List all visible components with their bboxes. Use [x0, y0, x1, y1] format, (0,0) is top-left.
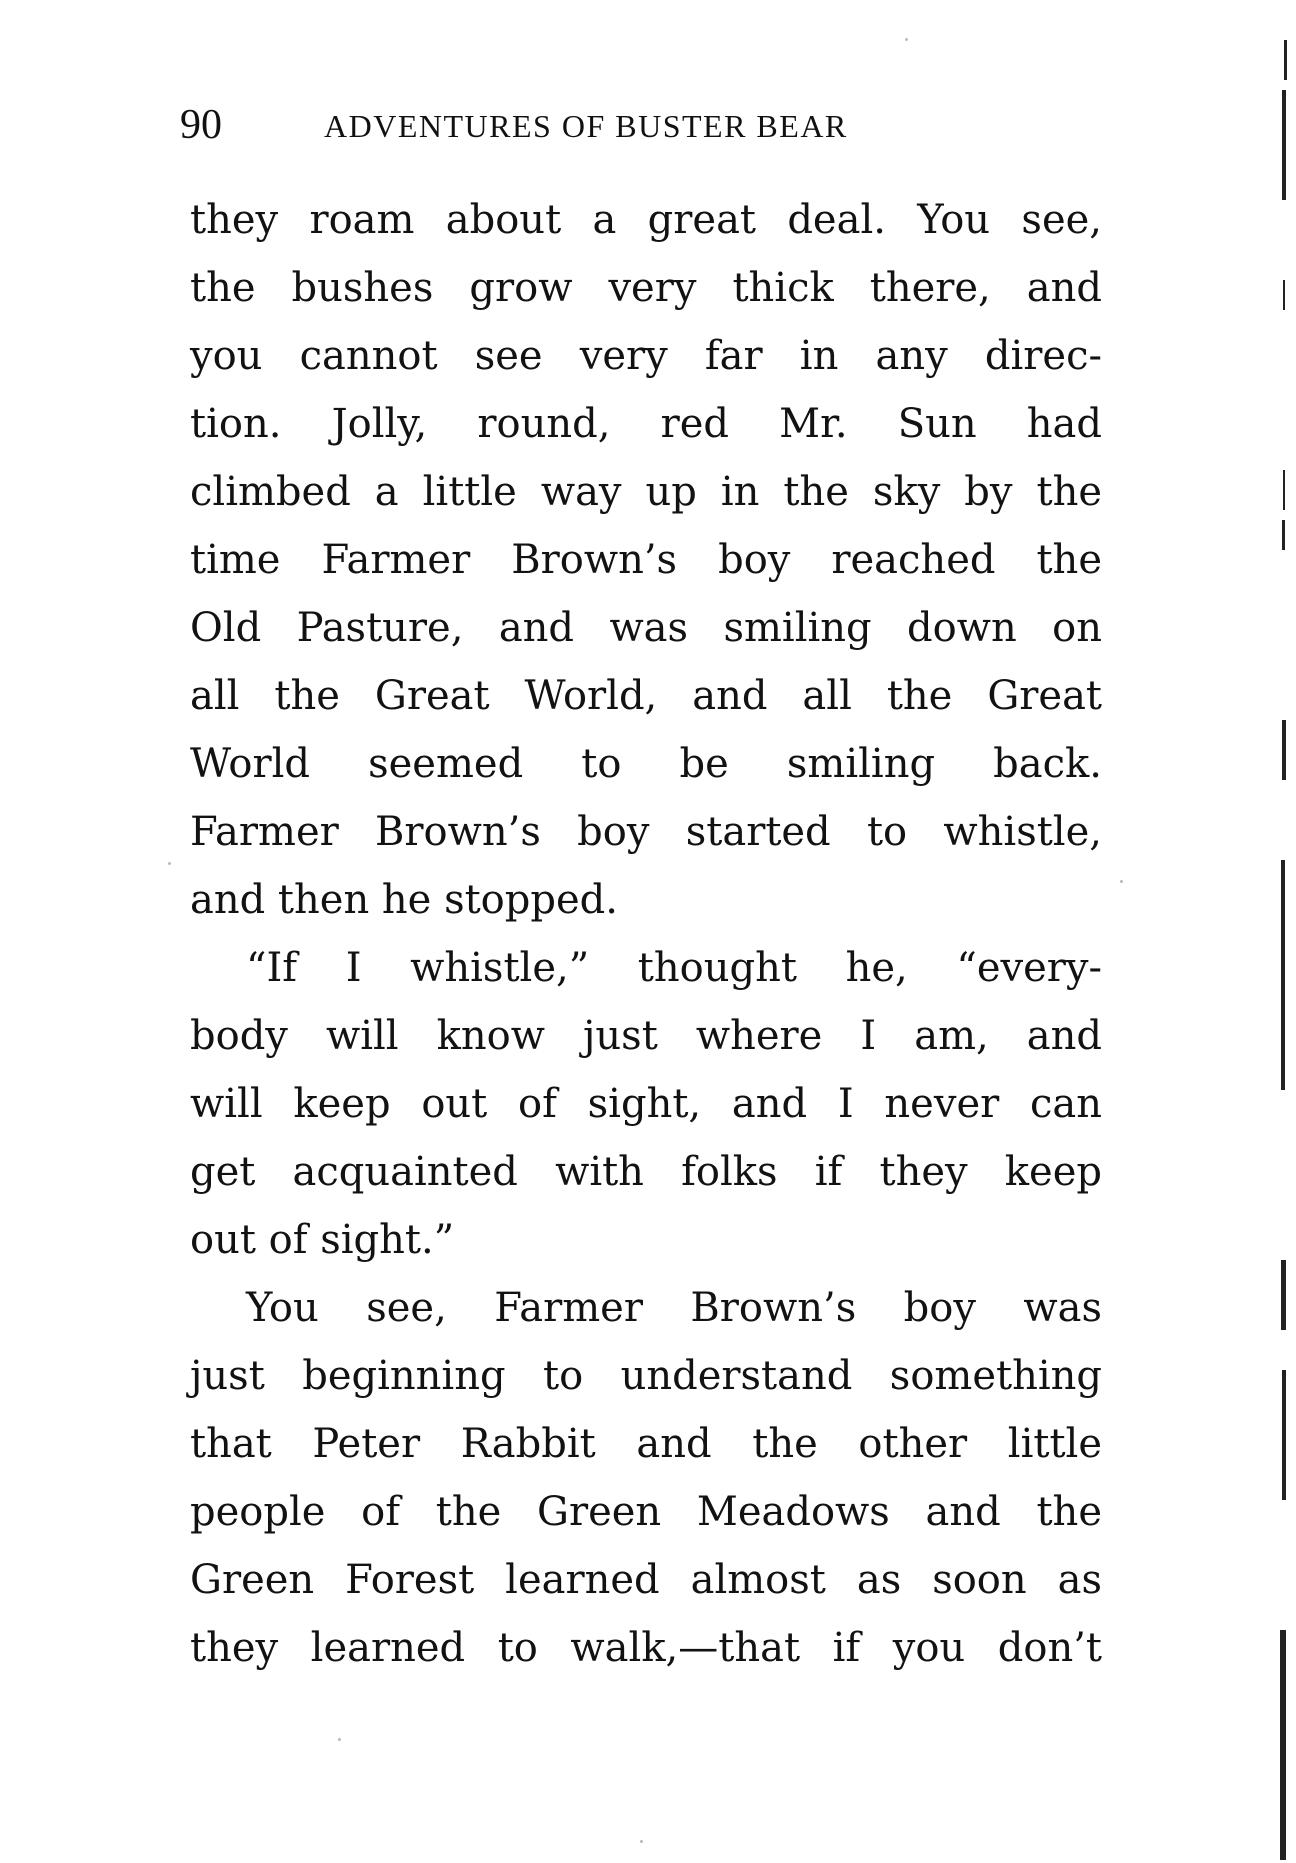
text-line: body will know just where I am, and	[190, 1013, 1102, 1059]
running-head	[180, 100, 1120, 150]
binding-edge	[1278, 0, 1296, 1863]
text-line: tion. Jolly, round, red Mr. Sun had	[190, 401, 1102, 447]
text-line: and then he stopped.	[190, 877, 618, 923]
text-line: out of sight.”	[190, 1217, 455, 1263]
text-line: World seemed to be smiling back.	[190, 741, 1102, 787]
edge-mark	[1282, 520, 1285, 550]
edge-mark	[1282, 720, 1286, 780]
text-line: time Farmer Brown’s boy reached the	[190, 537, 1102, 583]
text-line: that Peter Rabbit and the other little	[190, 1421, 1102, 1467]
text-line: You see, Farmer Brown’s boy was	[246, 1285, 1102, 1331]
edge-mark	[1281, 1260, 1286, 1330]
running-title: ADVENTURES OF BUSTER BEAR	[324, 108, 848, 144]
text-line: Old Pasture, and was smiling down on	[190, 605, 1102, 651]
text-line: the bushes grow very thick there, and	[190, 265, 1102, 311]
edge-mark	[1282, 90, 1286, 200]
text-line: will keep out of sight, and I never can	[190, 1081, 1102, 1127]
paper-speck	[168, 862, 171, 865]
text-line: Farmer Brown’s boy started to whistle,	[190, 809, 1102, 855]
text-line: get acquainted with folks if they keep	[190, 1149, 1102, 1195]
page-number: 90	[180, 102, 222, 148]
edge-mark	[1283, 280, 1285, 310]
edge-mark	[1281, 860, 1285, 1090]
text-line: “If I whistle,” thought he, “every-	[246, 945, 1102, 991]
text-line: they roam about a great deal. You see,	[190, 197, 1102, 243]
paper-speck	[640, 1840, 643, 1843]
body-text	[190, 186, 1102, 1682]
edge-mark	[1280, 1630, 1286, 1860]
text-line: they learned to walk,—that if you don’t	[190, 1625, 1102, 1671]
paper-speck	[905, 38, 908, 41]
paper-speck	[338, 1738, 341, 1741]
paper-speck	[1120, 880, 1123, 883]
edge-mark	[1283, 470, 1285, 510]
text-line: all the Great World, and all the Great	[190, 673, 1102, 719]
text-line: people of the Green Meadows and the	[190, 1489, 1102, 1535]
edge-mark	[1284, 40, 1287, 80]
edge-mark	[1282, 1370, 1286, 1500]
text-line: Green Forest learned almost as soon as	[190, 1557, 1102, 1603]
text-line: climbed a little way up in the sky by the	[190, 469, 1102, 515]
text-line: you cannot see very far in any direc-	[190, 333, 1102, 379]
text-line: just beginning to understand something	[190, 1353, 1102, 1399]
